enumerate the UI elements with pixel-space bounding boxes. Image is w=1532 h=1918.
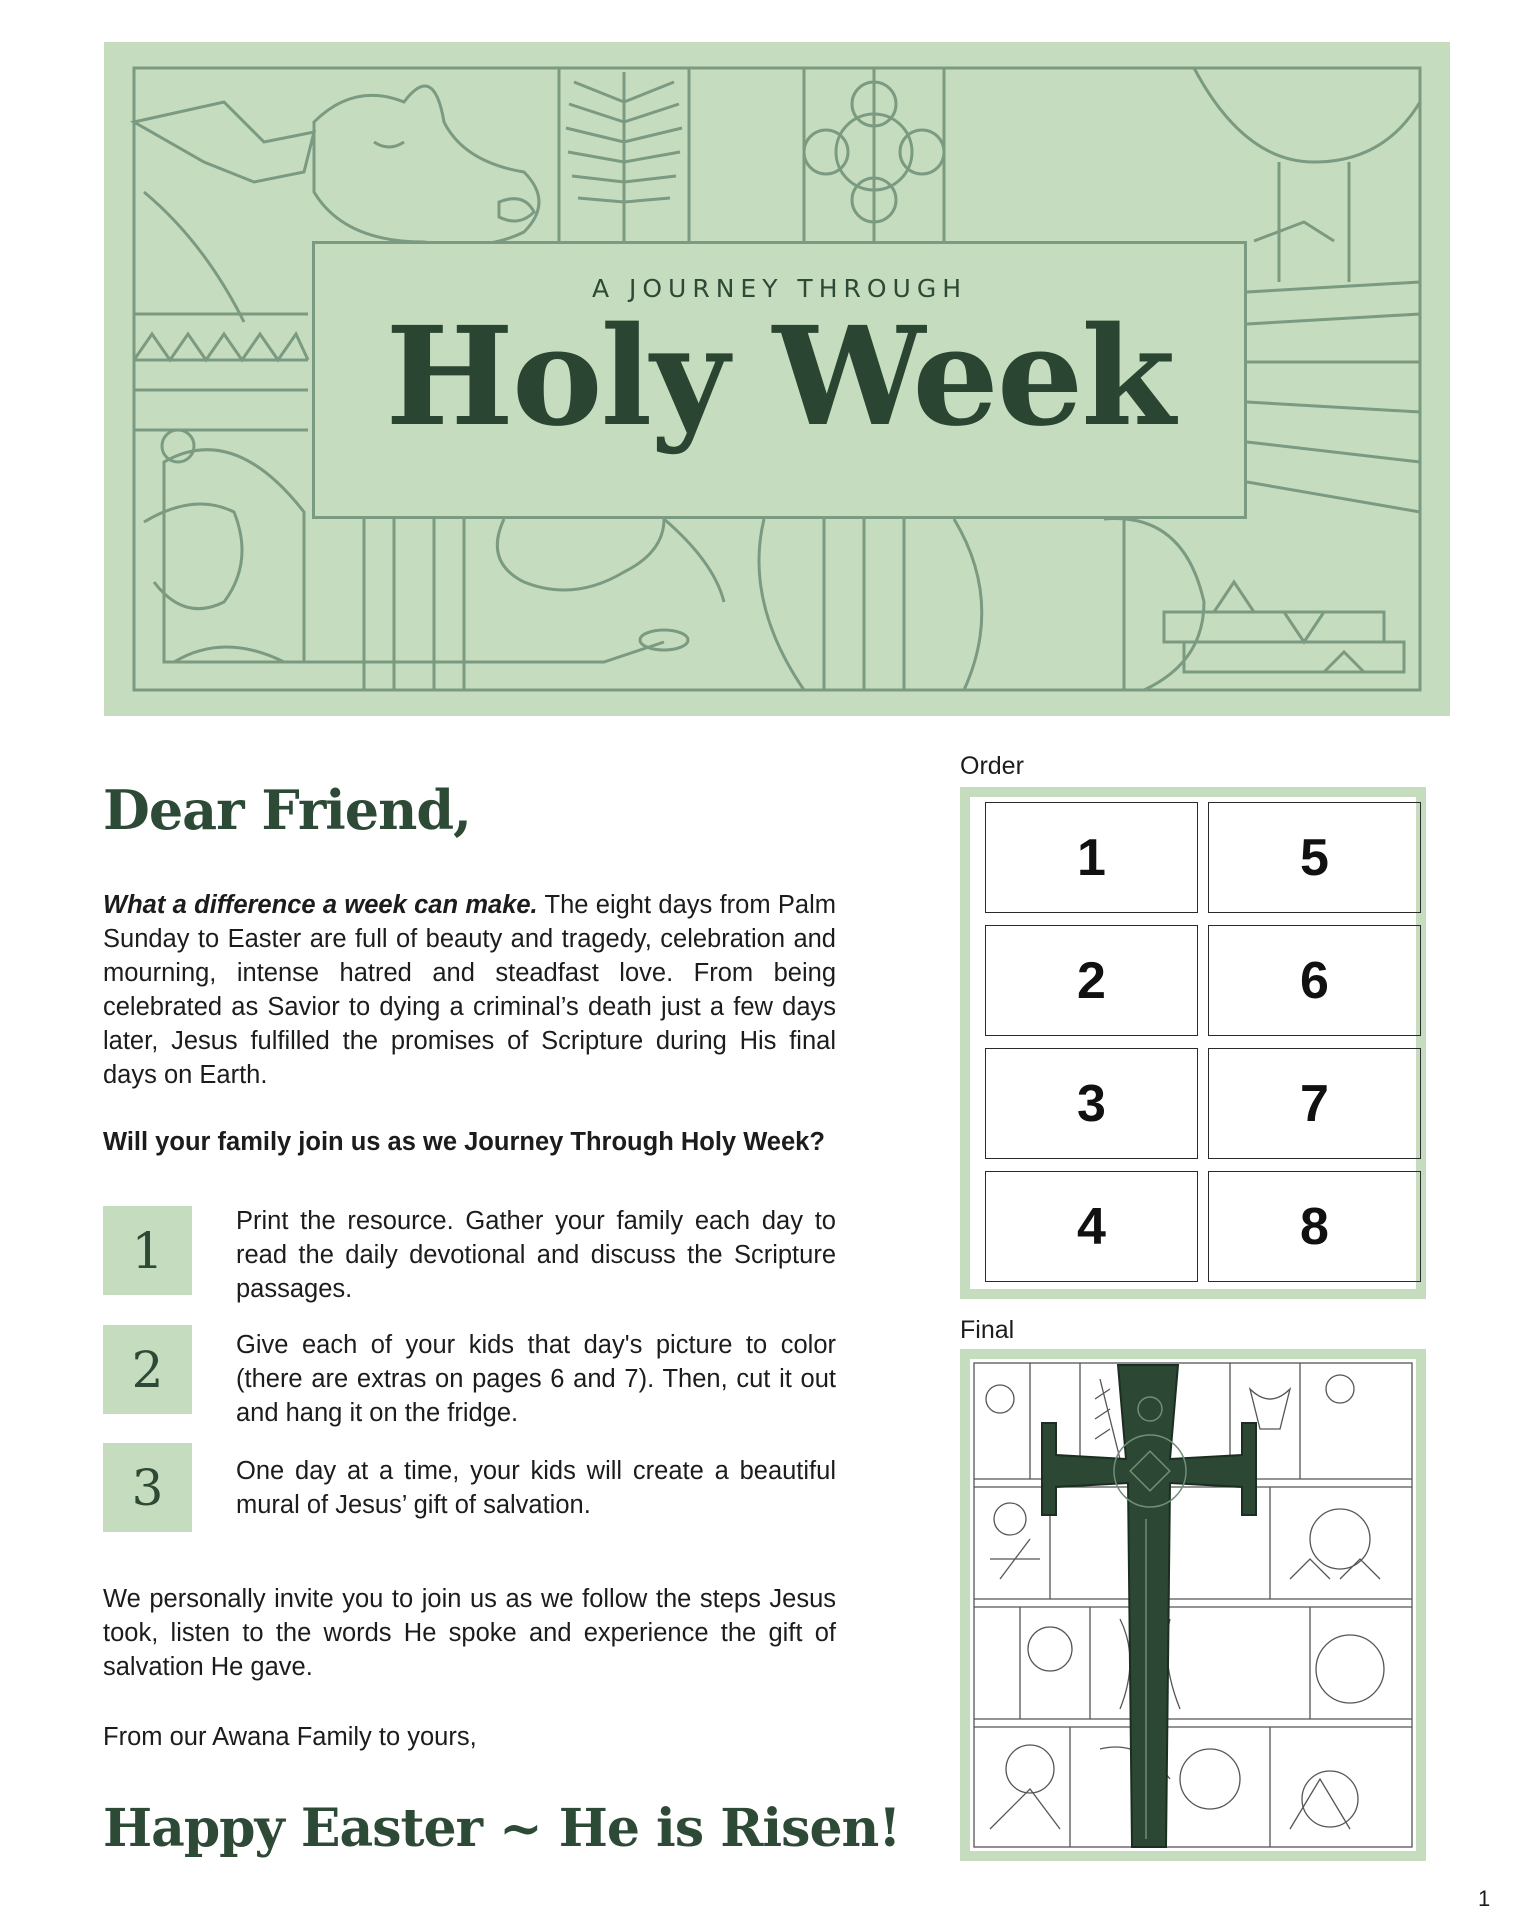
- signoff-heading: Happy Easter ~ He is Risen!: [103, 1798, 901, 1859]
- final-mural: [960, 1349, 1426, 1861]
- order-cell-6: 6: [1208, 925, 1421, 1036]
- closing-line: From our Awana Family to yours,: [103, 1723, 477, 1751]
- step-number-3: 3: [103, 1443, 192, 1532]
- intro-text: The eight days from Palm Sunday to Easter are full of beauty and tragedy, celebration and mourning, intense hatred and steadfast love. From being celebrated as Savior to dying a criminal’s death just a few days later, Jesus fulfilled the promises of Scripture during His final days on Earth.: [103, 891, 836, 1089]
- greeting-heading: Dear Friend,: [103, 778, 471, 842]
- title-box: [312, 241, 1247, 519]
- step-number-1: 1: [103, 1206, 192, 1295]
- page-number: 1: [1478, 1886, 1491, 1911]
- order-cell-4: 4: [985, 1171, 1198, 1282]
- banner-title: Holy Week: [385, 297, 1174, 457]
- order-cell-8: 8: [1208, 1171, 1421, 1282]
- intro-emphasis: What a difference a week can make.: [103, 891, 538, 919]
- order-cell-1: 1: [985, 802, 1198, 913]
- invite-paragraph: We personally invite you to join us as we follow the steps Jesus took, listen to the words He spoke and experience the gift of salvation He gave.: [103, 1585, 836, 1681]
- step-text-1: Print the resource. Gather your family each day to read the daily devotional and discuss the Scripture passages.: [236, 1207, 836, 1303]
- step-number-2: 2: [103, 1325, 192, 1414]
- order-cell-5: 5: [1208, 802, 1421, 913]
- order-cell-7: 7: [1208, 1048, 1421, 1159]
- intro-paragraph: [103, 888, 836, 1092]
- order-grid: [960, 787, 1426, 1299]
- mural-illustration: [970, 1359, 1416, 1851]
- order-label: Order: [960, 752, 1024, 780]
- final-label: Final: [960, 1316, 1015, 1344]
- banner-kicker: A JOURNEY THROUGH: [591, 274, 968, 303]
- question-heading: Will your family join us as we Journey Through Holy Week?: [103, 1128, 825, 1156]
- order-cell-3: 3: [985, 1048, 1198, 1159]
- order-cell-2: 2: [985, 925, 1198, 1036]
- step-text-3: One day at a time, your kids will create a beautiful mural of Jesus’ gift of salvation.: [236, 1457, 836, 1519]
- hero-banner: [104, 42, 1450, 716]
- step-text-2: Give each of your kids that day's picture to color (there are extras on pages 6 and 7). Then, cut it out and hang it on the fridge.: [236, 1331, 836, 1427]
